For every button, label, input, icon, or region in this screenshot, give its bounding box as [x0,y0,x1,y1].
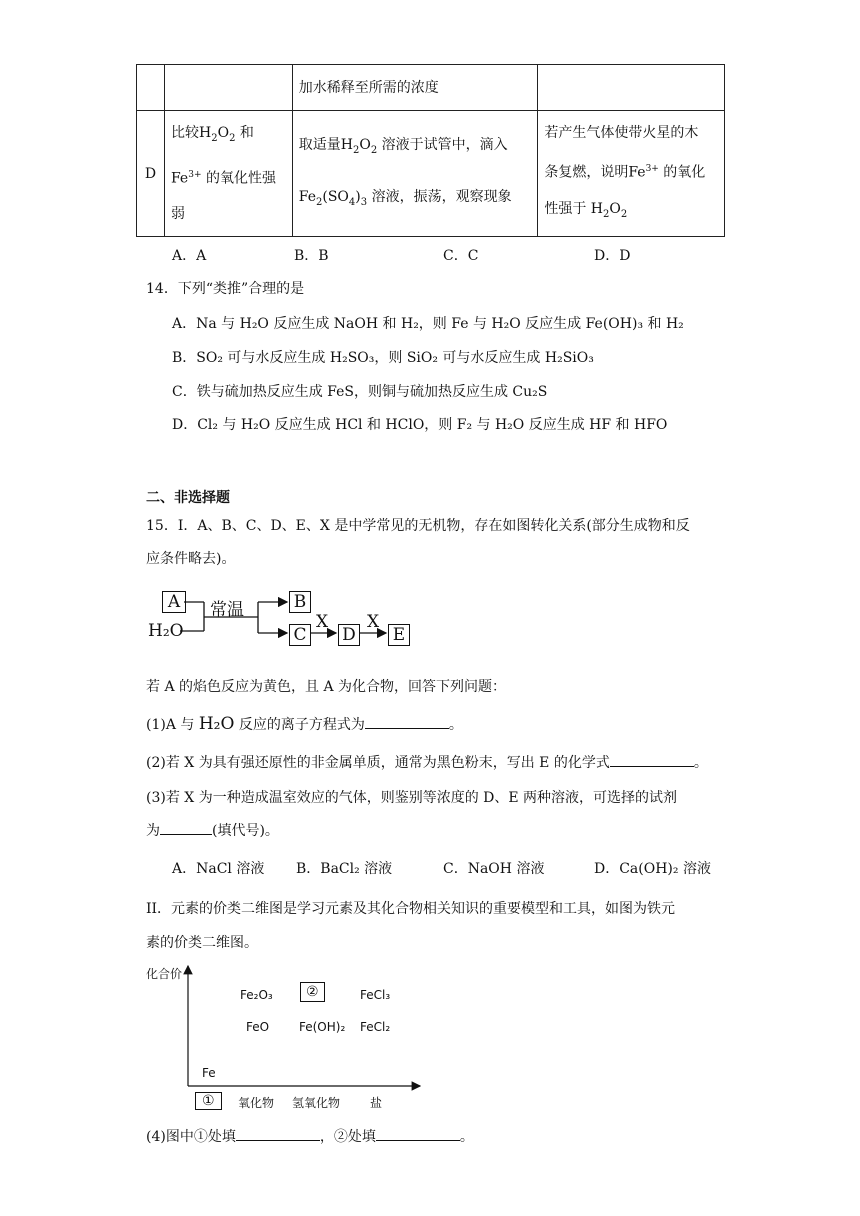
q15-part2-line1: II．元素的价类二维图是学习元素及其化合物相关知识的重要模型和工具，如图为铁元 [146,901,676,917]
x-axis-oxide: 氧化物 [238,1096,275,1110]
y-axis-label: 化合价 [146,967,183,981]
table-cell [137,65,165,111]
h2o-label: H₂O [148,621,184,641]
q15-option-c[interactable]: C．NaOH 溶液 [443,861,545,877]
table-cell [292,65,538,111]
answer-blank-3[interactable] [160,820,212,835]
q15-subq1: (1)A 与 H₂O 反应的离子方程式为 。 [146,714,463,734]
placeholder-1: ① [195,1092,222,1110]
label-fecl2: FeCl₂ [360,1020,391,1034]
q13-option-d[interactable]: D．D [594,248,631,264]
q15-option-a[interactable]: A．NaCl 溶液 [172,861,265,877]
q15-option-d[interactable]: D．Ca(OH)₂ 溶液 [594,861,711,877]
q15-intro: 若 A 的焰色反应为黄色，且 A 为化合物，回答下列问题： [146,679,507,695]
answer-blank-1[interactable] [365,714,449,729]
answer-blank-4[interactable] [236,1126,320,1141]
answer-blank-5[interactable] [376,1126,460,1141]
x-label-1: X [316,612,329,632]
label-fe2o3: Fe₂O₃ [240,988,273,1002]
box-d: D [338,624,360,646]
q15-option-b[interactable]: B．BaCl₂ 溶液 [296,861,393,877]
label-feoh2: Fe(OH)₂ [299,1020,346,1034]
row-label: D [137,111,165,237]
q15-subq4: (4)图中①处填 ，②处填 。 [146,1126,474,1146]
box-a: A [162,591,186,613]
answer-blank-2[interactable] [610,752,694,767]
box-e: E [388,624,410,646]
label-fe: Fe [202,1066,216,1080]
table-row [137,65,725,111]
table-row [137,111,725,237]
row1-operation: 加水稀释至所需的浓度 [298,79,439,96]
q13-option-b[interactable]: B．B [294,248,329,264]
section-heading: 二、非选择题 [146,490,230,506]
q14-option-b[interactable]: B．SO₂ 可与水反应生成 H₂SO₃，则 SiO₂ 可与水反应生成 H₂SiO₃ [172,350,594,366]
experiment-table [136,64,725,237]
q14-option-a[interactable]: A．Na 与 H₂O 反应生成 NaOH 和 H₂，则 Fe 与 H₂O 反应生成 Fe(OH)₃ 和 H₂ [172,316,684,332]
x-axis-salt: 盐 [370,1096,383,1110]
q15-subq2: (2)若 X 为具有强还原性的非金属单质，通常为黑色粉末，写出 E 的化学式 。 [146,752,708,772]
label-fecl3: FeCl₃ [360,988,391,1002]
box-b: B [289,591,311,613]
reaction-arrows [140,585,420,655]
table-cell [538,65,725,111]
condition-label: 常温 [210,600,244,620]
box-c: C [289,624,311,646]
q15-stem-line2: 应条件略去)。 [146,551,236,567]
x-axis-hydroxide: 氢氧化物 [292,1096,341,1110]
q14-stem: 14．下列“类推”合理的是 [146,281,305,297]
table-cell [164,65,292,111]
q15-subq3-cont: 为 (填代号)。 [146,820,279,840]
operation-cell: 取适量$H_2O_2$ 溶液于试管中，滴入 $Fe_2(SO_4)_3$ 溶液，振荡，观察现象 [292,111,538,237]
q15-subq3: (3)若 X 为一种造成温室效应的气体，则鉴别等浓度的 D、E 两种溶液，可选择的试剂 [146,790,678,806]
q14-option-d[interactable]: D．Cl₂ 与 H₂O 反应生成 HCl 和 HClO，则 F₂ 与 H₂O 反应生成 HF 和 HFO [172,417,668,433]
x-label-2: X [367,612,380,632]
placeholder-2: ② [300,982,325,1002]
q13-option-a[interactable]: A．A [172,248,207,264]
purpose-cell: 比较$H_2O_2$ 和 $Fe^{3+}$ 的氧化性强 弱 [164,111,292,237]
q13-option-c[interactable]: C．C [443,248,479,264]
conclusion-cell: 若产生气体使带火星的木 条复燃，说明$Fe^{3+}$ 的氧化 性强于 $H_2O_2$ [538,111,725,237]
q15-stem-line1: 15．I．A、B、C、D、E、X 是中学常见的无机物，存在如图转化关系(部分生成物和反 [146,518,690,534]
q14-option-c[interactable]: C．铁与硫加热反应生成 FeS，则铜与硫加热反应生成 Cu₂S [172,384,548,400]
q15-part2-line2: 素的价类二维图。 [146,935,258,951]
label-feo: FeO [246,1020,270,1034]
